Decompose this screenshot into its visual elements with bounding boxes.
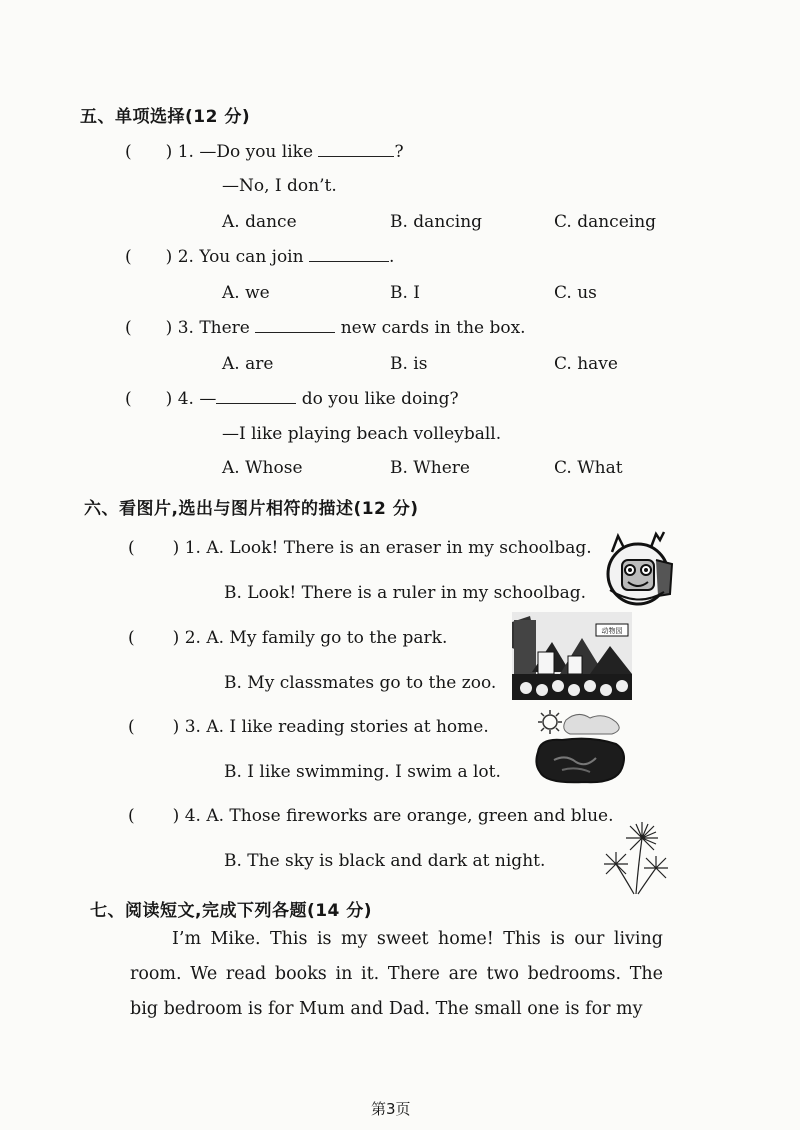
choice-a: A. I like reading stories at home.	[206, 717, 489, 737]
option-a: A. dance	[222, 212, 297, 232]
swimming-pool-picture	[532, 708, 628, 788]
question-5-4	[125, 389, 459, 409]
option-b: B. is	[390, 354, 428, 374]
zoo-picture	[512, 612, 632, 700]
answer-paren-close: )	[172, 628, 180, 648]
choice-a: A. Look! There is an eraser in my schoolbag.	[206, 538, 592, 558]
answer-paren-open: (	[125, 389, 132, 409]
question-stem: There	[199, 318, 250, 338]
choice-b: B. Look! There is a ruler in my schoolbag.	[224, 583, 587, 603]
option-c: C. have	[554, 354, 618, 374]
question-number: 4.	[177, 389, 194, 409]
page-number: 第3页	[371, 1100, 411, 1118]
answer-blank	[309, 247, 389, 262]
choice-a: A. My family go to the park.	[206, 628, 448, 648]
option-b: B. dancing	[390, 212, 483, 232]
question-5-1	[125, 142, 404, 162]
section-7-heading: 七、阅读短文,完成下列各题(14 分)	[90, 901, 373, 921]
fireworks-picture	[598, 820, 674, 896]
question-number: 4.	[184, 806, 201, 826]
question-stem-end: do you like doing?	[301, 389, 459, 409]
answer-paren-close: )	[165, 318, 173, 338]
answer-paren-open: (	[128, 538, 135, 558]
option-c: C. danceing	[554, 212, 657, 232]
question-number: 1.	[177, 142, 194, 162]
schoolbag-picture	[598, 530, 678, 610]
question-stem: —Do you like	[199, 142, 314, 162]
option-a: A. we	[222, 283, 270, 303]
answer-paren-close: )	[172, 538, 180, 558]
answer-paren-close: )	[165, 389, 173, 409]
question-6-4	[128, 806, 614, 826]
answer-blank	[216, 389, 296, 404]
choice-a: A. Those fireworks are orange, green and blue.	[206, 806, 614, 826]
choice-b: B. My classmates go to the zoo.	[224, 673, 497, 693]
question-reply: —I like playing beach volleyball.	[222, 424, 502, 444]
option-b: B. I	[390, 283, 421, 303]
question-6-2	[128, 628, 447, 648]
question-5-3	[125, 318, 526, 338]
section-5-heading: 五、单项选择(12 分)	[80, 107, 251, 127]
answer-paren-close: )	[165, 247, 173, 267]
reading-passage: I’m Mike. This is my sweet home! This is our living room. We read books in it. There are two bedrooms. The big bedroom is for Mum and Dad. The small one is for my	[130, 929, 663, 1019]
answer-paren-open: (	[125, 318, 132, 338]
choice-b: B. The sky is black and dark at night.	[224, 851, 546, 871]
answer-paren-open: (	[128, 806, 135, 826]
question-number: 3.	[177, 318, 194, 338]
zoo-sign: 动物园	[601, 627, 623, 635]
answer-blank	[318, 142, 394, 157]
section-6-heading: 六、看图片,选出与图片相符的描述(12 分)	[84, 499, 419, 519]
question-stem-end: .	[388, 247, 395, 267]
answer-paren-open: (	[125, 247, 132, 267]
option-c: C. What	[554, 458, 623, 478]
answer-paren-open: (	[128, 628, 135, 648]
question-6-1	[128, 538, 592, 558]
question-number: 2.	[177, 247, 194, 267]
answer-paren-open: (	[128, 717, 135, 737]
option-a: A. Whose	[222, 458, 303, 478]
option-c: C. us	[554, 283, 597, 303]
question-6-3	[128, 717, 489, 737]
option-a: A. are	[222, 354, 274, 374]
question-5-2	[125, 247, 394, 267]
question-stem-end: new cards in the box.	[340, 318, 526, 338]
question-number: 2.	[184, 628, 201, 648]
question-number: 3.	[184, 717, 201, 737]
question-stem: You can join	[199, 247, 304, 267]
question-stem-end: ?	[394, 142, 404, 162]
option-b: B. Where	[390, 458, 470, 478]
answer-paren-open: (	[125, 142, 132, 162]
answer-paren-close: )	[172, 717, 180, 737]
question-stem: —	[199, 389, 217, 409]
answer-paren-close: )	[165, 142, 173, 162]
question-number: 1.	[184, 538, 201, 558]
choice-b: B. I like swimming. I swim a lot.	[224, 762, 501, 782]
answer-paren-close: )	[172, 806, 180, 826]
answer-blank	[255, 318, 335, 333]
question-reply: —No, I don’t.	[222, 176, 337, 196]
